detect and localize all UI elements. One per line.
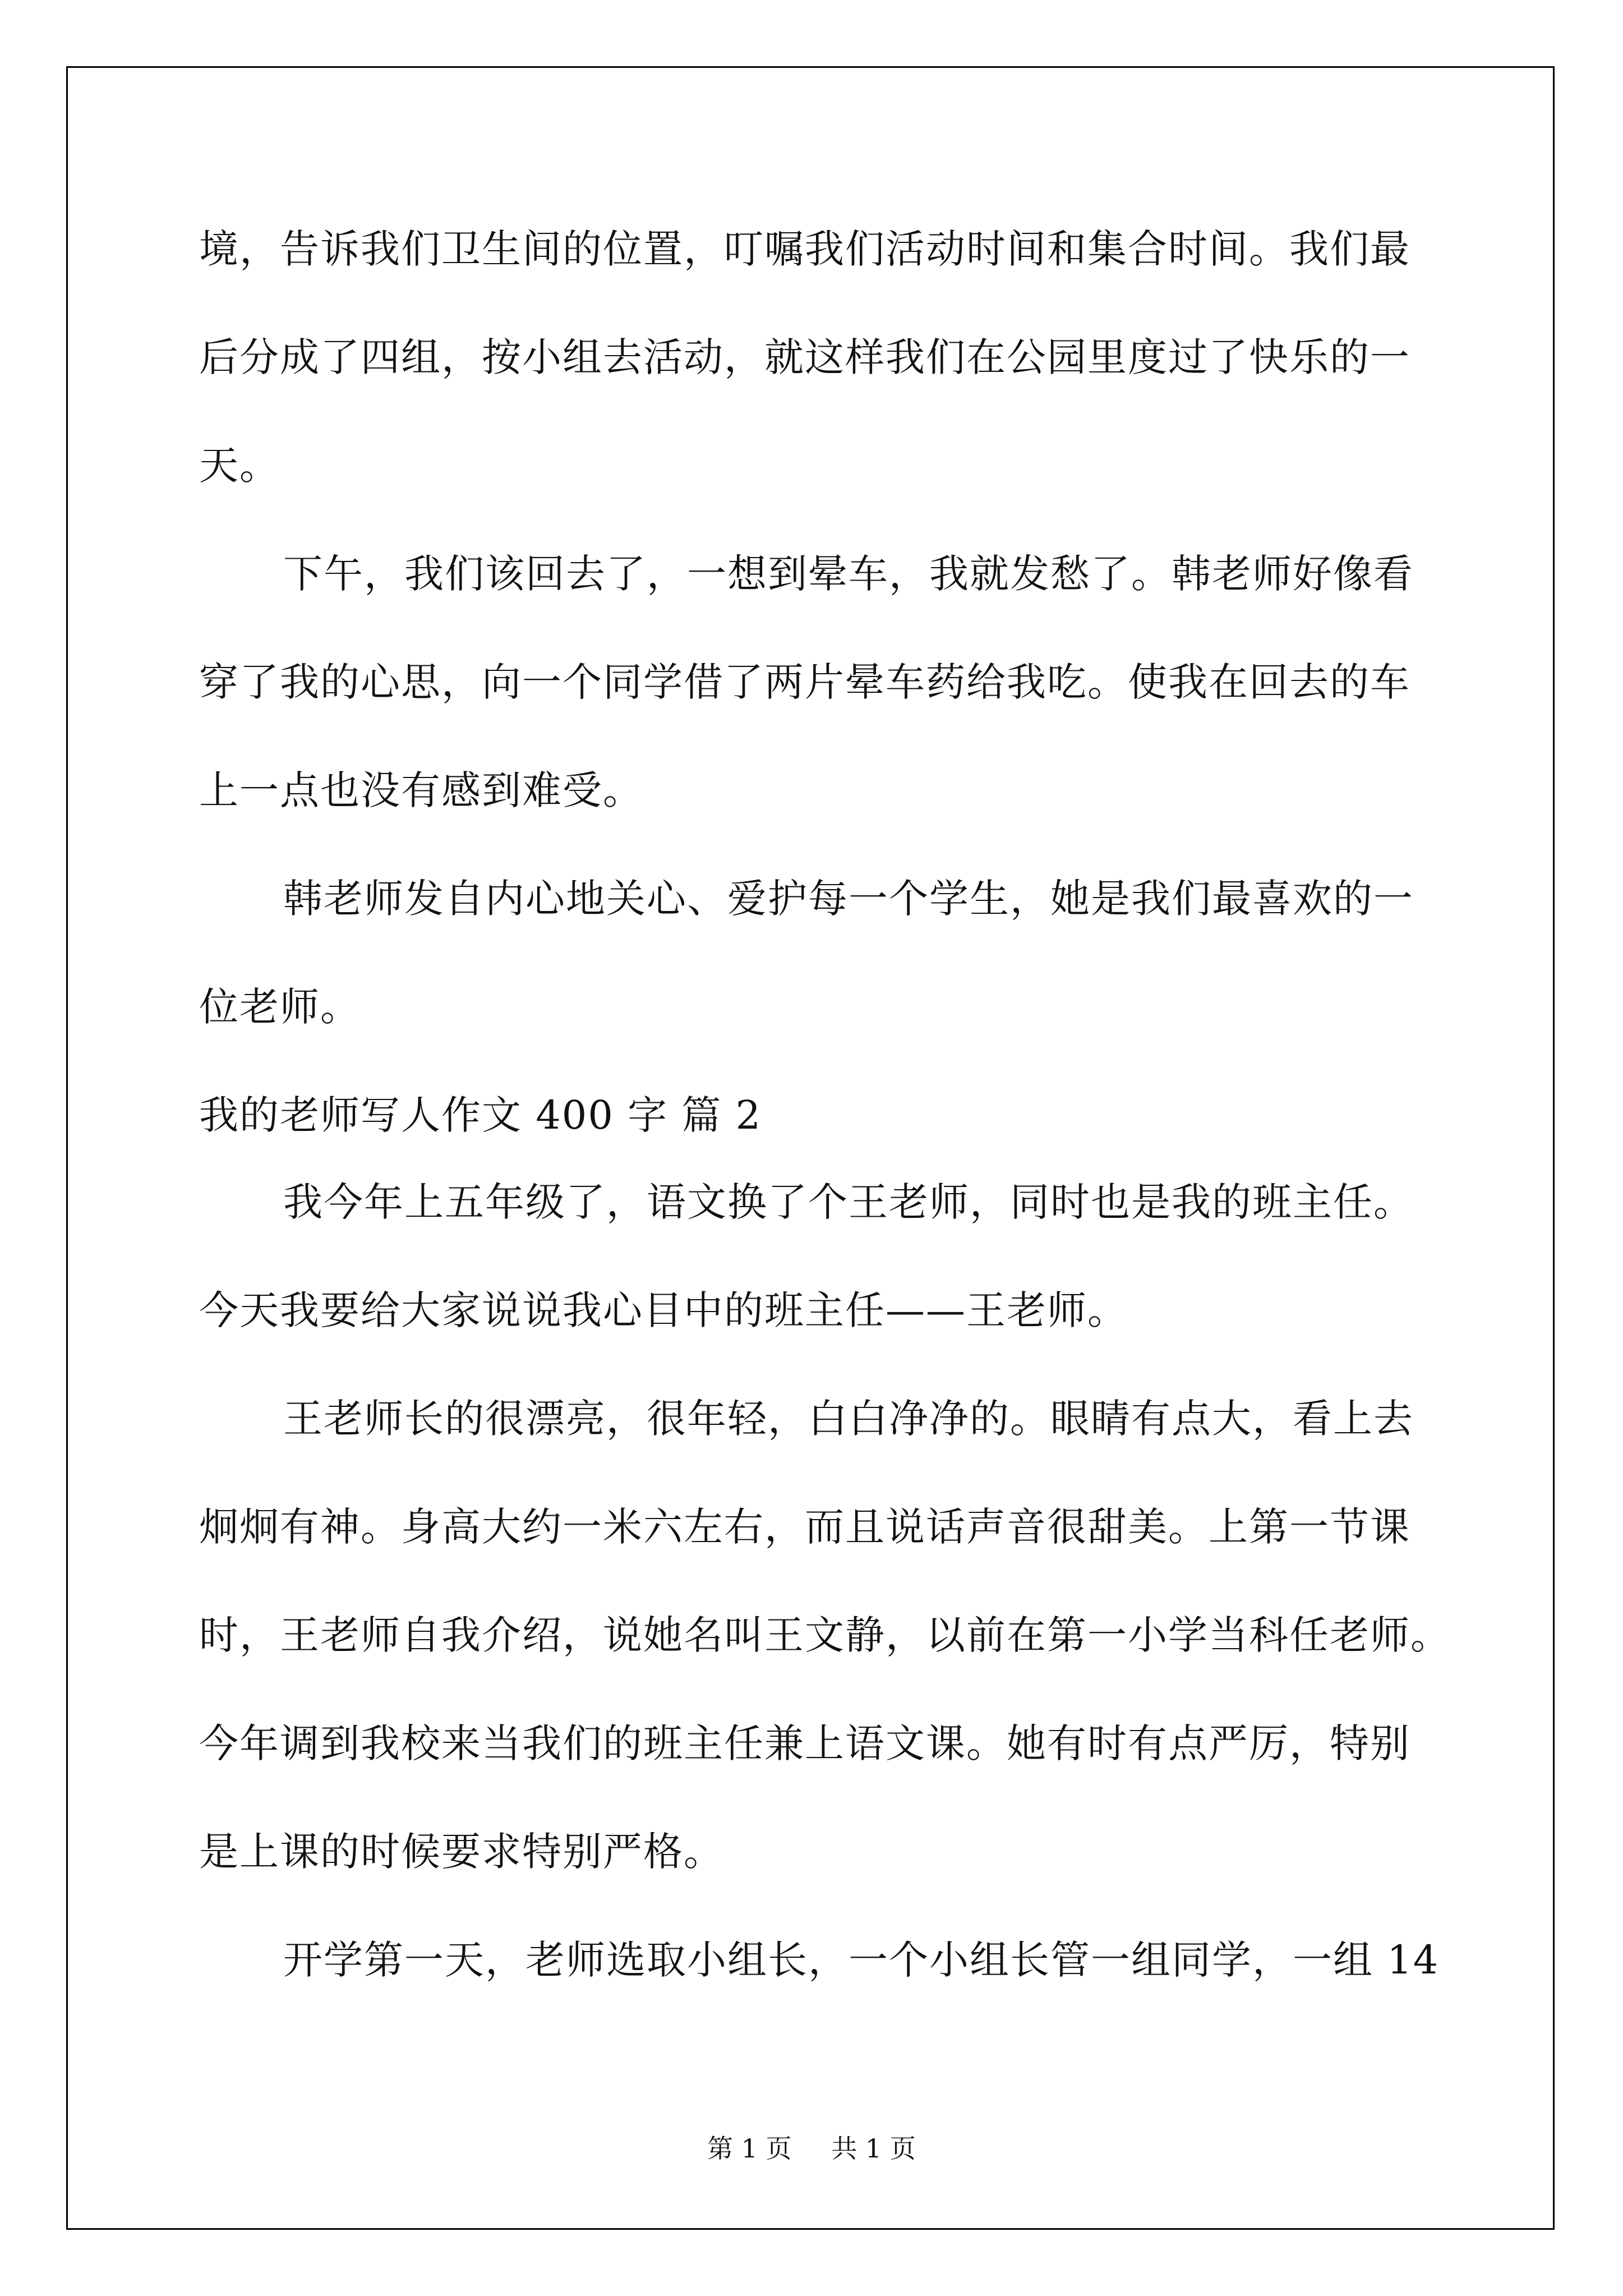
paragraph-line: 我今年上五年级了，语文换了个王老师，同时也是我的班主任。 <box>283 1179 1414 1225</box>
paragraph-line: 时，王老师自我介绍，说她名叫王文静，以前在第一小学当科任老师。 <box>199 1612 1451 1658</box>
page-number: 第 1 页 <box>707 2133 792 2164</box>
paragraph-line: 上一点也没有感到难受。 <box>199 767 643 813</box>
page-footer <box>0 2132 1623 2165</box>
document-body <box>199 208 1455 2027</box>
paragraph-line: 炯炯有神。身高大约一米六左右，而且说话声音很甜美。上第一节课 <box>199 1504 1410 1550</box>
page-total: 共 1 页 <box>831 2133 916 2164</box>
paragraph-line: 天。 <box>199 443 280 489</box>
paragraph-line: 开学第一天，老师选取小组长，一个小组长管一组同学，一组 14 <box>283 1937 1440 1983</box>
paragraph-line: 韩老师发自内心地关心、爱护每一个学生，她是我们最喜欢的一 <box>283 876 1414 922</box>
paragraph-line: 今年调到我校来当我们的班主任兼上语文课。她有时有点严厉，特别 <box>199 1720 1410 1766</box>
paragraph-line: 穿了我的心思，向一个同学借了两片晕车药给我吃。使我在回去的车 <box>199 659 1410 705</box>
paragraph-line: 是上课的时候要求特别严格。 <box>199 1829 724 1875</box>
paragraph-line: 境，告诉我们卫生间的位置，叮嘱我们活动时间和集合时间。我们最 <box>199 226 1410 272</box>
paragraph-line: 位老师。 <box>199 984 361 1030</box>
paragraph-line: 下午，我们该回去了，一想到晕车，我就发愁了。韩老师好像看 <box>283 551 1414 597</box>
paragraph-line: 后分成了四组，按小组去活动，就这样我们在公园里度过了快乐的一 <box>199 334 1410 380</box>
paragraph-line: 今天我要给大家说说我心目中的班主任——王老师。 <box>199 1287 1128 1333</box>
paragraph-line: 王老师长的很漂亮，很年轻，白白净净的。眼睛有点大，看上去 <box>283 1396 1414 1442</box>
section-heading: 我的老师写人作文 400 字 篇 2 <box>199 1092 762 1138</box>
